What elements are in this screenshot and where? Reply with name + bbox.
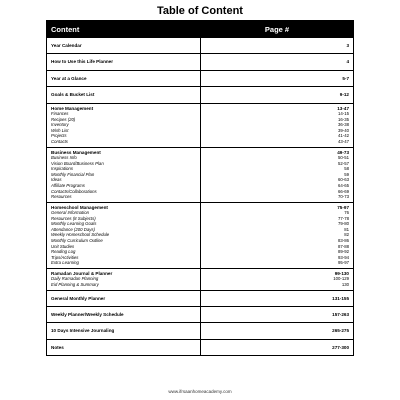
subsection-label: Contacts/Collaborations: [51, 188, 97, 194]
subsection-page: 93-94: [338, 254, 349, 260]
toc-row: [47, 307, 354, 323]
section-title: Year Calendar: [51, 42, 82, 48]
content-column-header: Content: [47, 21, 201, 38]
section-page: 157-263: [332, 312, 349, 317]
subsection-page: 82: [344, 232, 349, 238]
toc-content-cell: [47, 87, 201, 103]
subsection-page: 36-38: [338, 122, 349, 128]
subsection-label: Eid Planning & Summary: [51, 282, 99, 288]
toc-content-cell: [47, 54, 201, 70]
toc-row: [47, 38, 354, 54]
toc-row: [47, 339, 354, 355]
toc-header-row: [47, 21, 354, 38]
section-title: Weekly Planner/Weekly Schedule: [51, 312, 124, 317]
subsection-label: Wish List: [51, 127, 69, 133]
section-title: Homeschool Management: [51, 204, 108, 210]
toc-page-cell: [201, 38, 354, 54]
subsection-label: Ideas: [51, 177, 62, 183]
toc-row: [47, 103, 354, 147]
subsection-page: 76: [344, 210, 349, 216]
toc-content-cell: [47, 70, 201, 86]
section-title: Year at a Glance: [51, 75, 87, 81]
section-page: 99-130: [334, 271, 349, 277]
toc-content-cell: [47, 290, 201, 306]
subsection-label: Affiliate Programs: [51, 182, 85, 188]
subsection-label: Recipes (20): [51, 116, 76, 122]
subsection-label: Extra Learning: [51, 260, 79, 266]
toc-row: [47, 147, 354, 202]
section-page: 49-73: [337, 149, 349, 155]
toc-row: [47, 202, 354, 268]
toc-page-cell: [201, 323, 354, 339]
section-page: 265-275: [332, 328, 349, 334]
subsection-label: General Information: [51, 210, 89, 216]
subsection-label: Business Info: [51, 154, 77, 160]
subsection-label: Daily Ramadan Planning: [51, 276, 99, 282]
subsection-label: Inspirations: [51, 166, 73, 172]
subsection-label: Reading Log: [51, 249, 76, 255]
toc-row: [47, 323, 354, 339]
subsection-label: Resources (8 Subjects): [51, 215, 96, 221]
subsection-page: 52-57: [338, 160, 349, 166]
subsection-page: 77-78: [338, 215, 349, 221]
subsection-label: Projects: [51, 133, 67, 139]
toc-row: [47, 269, 354, 291]
subsection-label: Unit Studies: [51, 243, 75, 249]
toc-page-cell: [201, 307, 354, 323]
subsection-label: Vision Board/Business Plan: [51, 160, 104, 166]
toc-page-cell: [201, 87, 354, 103]
toc-body: [47, 38, 354, 356]
toc-row: [47, 70, 354, 86]
toc-content-cell: [47, 147, 201, 202]
section-page: 75-97: [337, 204, 349, 210]
subsection-page: 100-129: [333, 276, 349, 282]
subsection-label: Trips/Activities: [51, 254, 79, 260]
section-title: Home Management: [51, 105, 94, 111]
subsection-page: 64-65: [338, 182, 349, 188]
section-title: Ramadan Journal & Planner: [51, 271, 113, 277]
page-title: Table of Content: [157, 5, 243, 17]
subsection-label: Monthly Learning Goals: [51, 221, 97, 227]
section-title: How to Use this Life Planner: [51, 59, 114, 65]
subsection-page: 66-69: [338, 188, 349, 194]
subsection-label: Attendance (200 Days): [51, 226, 95, 232]
section-title: Goals & Bucket List: [51, 92, 95, 98]
section-title: 10 Days Intensive Journaling: [51, 328, 115, 334]
subsection-page: 14-15: [338, 110, 349, 116]
section-page: 277-300: [332, 344, 349, 350]
page-column-header: Page #: [201, 21, 354, 38]
subsection-page: 87-88: [338, 243, 349, 249]
toc-content-cell: [47, 38, 201, 54]
section-title: Business Management: [51, 149, 101, 155]
toc-page-cell: [201, 290, 354, 306]
subsection-label: Contacts: [51, 138, 68, 144]
section-page: 131-155: [332, 295, 349, 301]
subsection-page: 39-40: [338, 127, 349, 133]
subsection-page: 58: [344, 166, 349, 172]
subsection-page: 95-97: [338, 260, 349, 266]
subsection-label: Monthly Curriculum Outline: [51, 238, 103, 244]
section-title: Notes: [51, 344, 64, 350]
toc-content-cell: [47, 339, 201, 355]
subsection-page: 60-63: [338, 177, 349, 183]
section-page: 4: [346, 59, 349, 65]
subsection-page: 81: [344, 226, 349, 232]
toc-page-cell: [201, 339, 354, 355]
subsection-label: Inventory: [51, 122, 69, 128]
toc-page-cell: [201, 54, 354, 70]
subsection-label: Resources: [51, 194, 72, 200]
section-page: 9-12: [339, 92, 349, 98]
section-page: 5-7: [342, 75, 349, 81]
toc-content-cell: [47, 323, 201, 339]
subsection-page: 50-51: [338, 154, 349, 160]
toc-page-cell: [201, 202, 354, 268]
toc-row: [47, 290, 354, 306]
subsection-page: 83-86: [338, 238, 349, 244]
toc-row: [47, 87, 354, 103]
subsection-page: 70-73: [338, 194, 349, 200]
subsection-label: Monthly Financial Plan: [51, 171, 95, 177]
subsection-page: 41-42: [338, 133, 349, 139]
subsection-label: Weekly Homeschool Schedule: [51, 232, 110, 238]
toc-page-cell: [201, 147, 354, 202]
subsection-page: 43-47: [338, 138, 349, 144]
toc-page-cell: [201, 103, 354, 147]
toc-row: [47, 54, 354, 70]
toc-content-cell: [47, 103, 201, 147]
toc-content-cell: [47, 307, 201, 323]
subsection-page: 59: [344, 171, 349, 177]
section-title: General Monthly Planner: [51, 295, 106, 301]
footer-url: www.ifrsaanhomeacademy.com: [168, 389, 232, 394]
section-page: 3: [346, 42, 349, 48]
section-page: 13-47: [337, 105, 349, 111]
toc-table: [46, 20, 354, 356]
toc-content-cell: [47, 269, 201, 291]
toc-page-cell: [201, 70, 354, 86]
subsection-page: 79-80: [338, 221, 349, 227]
subsection-page: 16-35: [338, 116, 349, 122]
toc-content-cell: [47, 202, 201, 268]
subsection-page: 130: [341, 282, 349, 288]
toc-page-cell: [201, 269, 354, 291]
subsection-page: 89-92: [338, 249, 349, 255]
subsection-label: Finances: [51, 110, 69, 116]
